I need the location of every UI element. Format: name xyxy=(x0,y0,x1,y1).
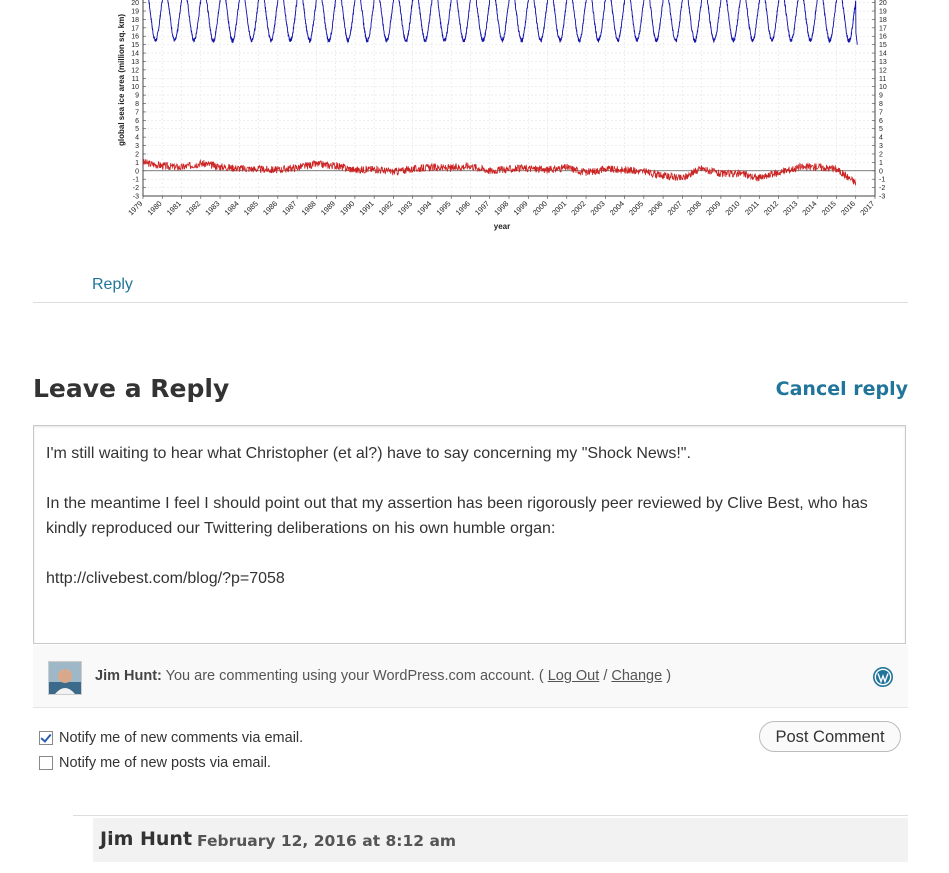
x-tick-label: 1980 xyxy=(145,199,164,218)
x-tick-label: 1994 xyxy=(415,199,434,218)
x-tick-label: 2015 xyxy=(819,199,838,218)
leave-reply-title: Leave a Reply xyxy=(33,374,230,403)
y-tick-label-right: 19 xyxy=(879,8,887,16)
y-tick-label-left: -2 xyxy=(132,185,139,193)
divider xyxy=(33,302,908,303)
notify-posts-checkbox[interactable] xyxy=(39,756,53,770)
y-tick-label-right: -3 xyxy=(879,193,886,201)
y-tick-label-left: 9 xyxy=(135,92,139,100)
comment-identity-bar xyxy=(33,645,908,708)
y-tick-label-right: 9 xyxy=(879,92,883,100)
y-tick-label-right: 1 xyxy=(879,159,883,167)
identity-paren-open: ( xyxy=(538,668,544,684)
x-tick-label: 2007 xyxy=(665,199,684,218)
x-tick-label: 2001 xyxy=(550,199,569,218)
y-tick-label-left: 5 xyxy=(135,126,139,134)
y-tick-label-right: 8 xyxy=(879,101,883,109)
y-tick-label-left: 11 xyxy=(131,75,139,83)
y-tick-label-left: 16 xyxy=(131,33,139,41)
comment-paragraph: I'm still waiting to hear what Christopher (et al?) have to say concerning my "Shock News!". xyxy=(46,445,691,462)
x-tick-label: 1998 xyxy=(492,199,511,218)
y-tick-label-right: 3 xyxy=(879,143,883,151)
x-tick-label: 1990 xyxy=(338,199,357,218)
notify-posts-option[interactable] xyxy=(39,755,271,771)
y-tick-label-right: 11 xyxy=(879,75,887,83)
y-tick-label-right: 6 xyxy=(879,117,883,125)
x-tick-label: 2002 xyxy=(569,199,588,218)
x-tick-label: 2017 xyxy=(858,199,877,218)
y-tick-label-right: 20 xyxy=(879,0,887,8)
y-tick-label-left: 3 xyxy=(135,143,139,151)
series-line-seasonal xyxy=(143,0,857,45)
change-link[interactable]: Change xyxy=(611,668,663,684)
y-tick-label-left: 12 xyxy=(131,67,139,75)
y-tick-label-left: 4 xyxy=(135,134,139,142)
x-tick-label: 1997 xyxy=(472,199,492,218)
x-tick-label: 1985 xyxy=(241,199,260,218)
x-tick-label: 2010 xyxy=(723,199,742,218)
x-tick-label: 2006 xyxy=(646,199,665,218)
x-tick-label: 1983 xyxy=(203,199,222,218)
y-axis-label: global sea ice area (million sq. km) xyxy=(117,13,126,147)
y-tick-label-left: 14 xyxy=(131,50,139,58)
y-tick-label-left: 15 xyxy=(131,42,139,50)
y-tick-label-left: 1 xyxy=(135,159,139,167)
y-tick-label-left: 13 xyxy=(131,58,139,66)
notify-comments-label: Notify me of new comments via email. xyxy=(59,730,304,746)
y-tick-label-left: 20 xyxy=(131,0,139,8)
y-tick-label-left: 18 xyxy=(131,16,139,24)
x-tick-label: 2016 xyxy=(838,199,858,218)
logout-link[interactable]: Log Out xyxy=(547,668,600,684)
x-tick-label: 2008 xyxy=(684,199,704,218)
y-tick-label-left: -3 xyxy=(132,193,139,201)
x-tick-label: 1989 xyxy=(318,199,338,218)
y-tick-label-right: 18 xyxy=(879,16,887,24)
comment-paragraph: http://clivebest.com/blog/?p=7058 xyxy=(46,570,285,587)
y-tick-label-right: 14 xyxy=(879,50,887,58)
y-tick-label-right: 12 xyxy=(879,67,887,75)
identity-message: You are commenting using your WordPress.com account. xyxy=(165,668,535,684)
comment-paragraph: In the meantime I feel I should point out that my assertion has been rigorously peer reviewed by Clive Best, who has kindly reproduced our Twittering deliberations on his own humble organ: xyxy=(46,495,868,537)
y-tick-label-right: 2 xyxy=(879,151,883,159)
y-tick-label-right: -1 xyxy=(879,176,886,184)
x-tick-label: 1987 xyxy=(280,199,299,218)
y-tick-label-right: 15 xyxy=(879,42,887,50)
chart-svg xyxy=(110,0,900,240)
comment-textarea[interactable] xyxy=(33,425,906,644)
x-tick-label: 1982 xyxy=(184,199,203,218)
y-tick-label-right: 10 xyxy=(879,84,887,92)
avatar xyxy=(48,661,82,695)
comment-date[interactable]: February 12, 2016 at 8:12 am xyxy=(197,832,457,850)
notify-posts-label: Notify me of new posts via email. xyxy=(59,755,271,771)
x-tick-label: 2005 xyxy=(627,199,646,218)
y-tick-label-right: 16 xyxy=(879,33,887,41)
identity-paren-close: ) xyxy=(666,668,672,684)
x-tick-label: 2012 xyxy=(761,199,781,218)
x-tick-label: 2014 xyxy=(800,199,819,218)
x-tick-label: 1984 xyxy=(222,199,241,218)
y-tick-label-right: 4 xyxy=(879,134,883,142)
x-tick-label: 2003 xyxy=(588,199,607,218)
x-tick-label: 2009 xyxy=(704,199,723,218)
y-tick-label-left: 8 xyxy=(135,101,139,109)
x-tick-label: 2013 xyxy=(781,199,800,218)
sea-ice-chart xyxy=(110,0,900,240)
x-tick-label: 1986 xyxy=(261,199,280,218)
y-tick-label-left: -1 xyxy=(132,176,139,184)
identity-text xyxy=(95,668,671,684)
divider xyxy=(73,815,908,816)
comment-header xyxy=(93,818,908,862)
y-tick-label-right: -2 xyxy=(879,185,886,193)
comment-author[interactable]: Jim Hunt xyxy=(100,828,193,850)
x-tick-label: 1979 xyxy=(126,199,145,218)
notify-comments-option[interactable] xyxy=(39,730,303,746)
y-tick-label-right: 5 xyxy=(879,126,883,134)
y-tick-label-right: 0 xyxy=(879,168,883,176)
x-tick-label: 1992 xyxy=(376,199,395,218)
x-tick-label: 1995 xyxy=(434,199,453,218)
x-tick-label: 1991 xyxy=(357,199,376,218)
y-tick-label-right: 13 xyxy=(879,58,887,66)
x-tick-label: 2000 xyxy=(530,199,549,218)
x-tick-label: 1993 xyxy=(395,199,415,218)
y-tick-label-left: 0 xyxy=(135,168,139,176)
identity-slash: / xyxy=(603,668,608,684)
y-tick-label-left: 10 xyxy=(131,84,139,92)
x-axis-label: year xyxy=(493,222,511,231)
y-tick-label-left: 19 xyxy=(131,8,139,16)
notify-comments-checkbox[interactable] xyxy=(39,731,53,745)
x-tick-label: 1988 xyxy=(299,199,318,218)
y-tick-label-right: 7 xyxy=(879,109,883,117)
post-comment-button[interactable]: Post Comment xyxy=(759,721,901,752)
identity-name: Jim Hunt: xyxy=(95,668,162,684)
series-line-anomaly xyxy=(143,159,856,185)
cancel-reply-link[interactable]: Cancel reply xyxy=(775,378,908,400)
y-tick-label-left: 7 xyxy=(135,109,139,117)
reply-link[interactable]: Reply xyxy=(92,276,133,293)
y-tick-label-left: 2 xyxy=(135,151,139,159)
x-tick-label: 2011 xyxy=(743,199,761,217)
wordpress-icon[interactable] xyxy=(873,667,893,687)
x-tick-label: 2004 xyxy=(607,199,626,218)
y-tick-label-left: 17 xyxy=(131,25,139,33)
x-tick-label: 1981 xyxy=(164,199,183,218)
y-tick-label-right: 17 xyxy=(879,25,887,33)
x-tick-label: 1999 xyxy=(511,199,530,218)
x-tick-label: 1996 xyxy=(453,199,472,218)
y-tick-label-left: 6 xyxy=(135,117,139,125)
